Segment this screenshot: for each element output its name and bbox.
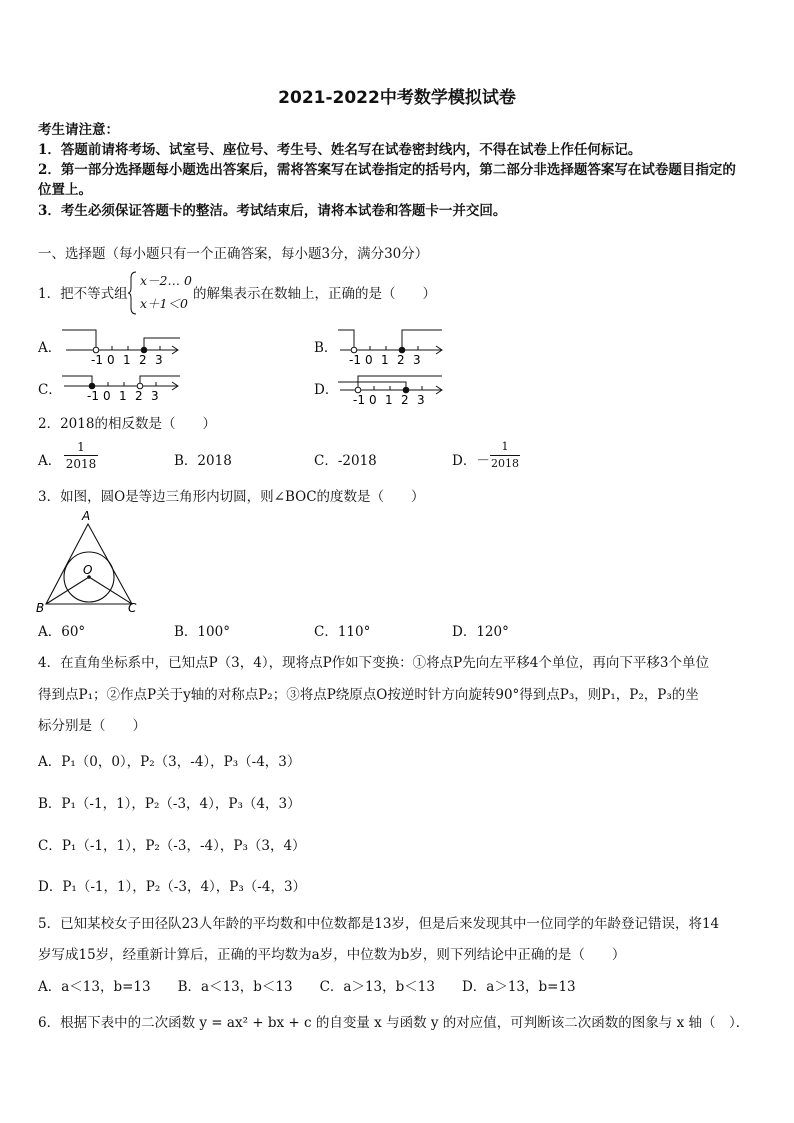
tick-label: -1 (353, 393, 365, 407)
q5-stem-2: 岁写成15岁，经重新计算后，正确的平均数为a岁，中位数为b岁，则下列结论中正确的是（ ） (38, 947, 626, 963)
q2-option-a-fraction (64, 440, 98, 471)
q3-option-c: C．110° (314, 624, 371, 640)
q1-option-d-label: D． (314, 382, 339, 398)
tick-label: 2 (401, 393, 409, 407)
tick-label: 0 (365, 353, 373, 366)
notice-item-3: 3．考生必须保证答题卡的整洁。考试结束后，请将本试卷和答题卡一并交回。 (38, 203, 507, 219)
solution-ray (144, 338, 180, 347)
closed-point (403, 387, 409, 393)
tick-label: 3 (151, 389, 159, 403)
q5-options: A．a＜13，b=13 B．a＜13，b＜13 C．a＞13，b＜13 D．a＞13，b=13 (38, 979, 576, 995)
solution-ray (62, 376, 92, 383)
q4-option-a: A．P₁（0，0），P₂（3，-4），P₃（-4，3） (38, 754, 301, 770)
tick-label: 2 (397, 353, 405, 366)
tick-label: 1 (381, 353, 389, 366)
q3-option-a: A．60° (38, 624, 86, 640)
q2-option-d-fraction (490, 440, 520, 471)
tick-label: 1 (119, 389, 127, 403)
tick-label: 2 (139, 353, 147, 364)
tick-label: 3 (417, 393, 425, 407)
closed-point (399, 347, 405, 353)
solution-ray (338, 330, 354, 347)
q4-stem-3: 标分别是（ ） (38, 718, 146, 734)
q1-ineq-1: x－2… 0 (140, 273, 192, 288)
tick-label: 3 (155, 353, 163, 364)
tick-label: 1 (385, 393, 393, 407)
q6-stem: 6．根据下表中的二次函数 y = ax² + bx + c 的自变量 x 与函数 y 的对应值，可判断该二次函数的图象与 x 轴（ ）． (38, 1015, 750, 1031)
number-line-b (338, 326, 444, 366)
tick-label: 3 (413, 353, 421, 366)
tick-label: -1 (87, 389, 99, 403)
tick-label: 1 (123, 353, 131, 364)
q4-option-b: B．P₁（-1，1），P₂（-3，4），P₃（4，3） (38, 796, 301, 812)
q1-option-a-label: A． (38, 340, 62, 356)
q2-d-denominator: 2018 (491, 457, 519, 470)
tick-label: 2 (135, 389, 143, 403)
closed-point (89, 383, 95, 389)
tick-label: 0 (107, 353, 115, 364)
q2-d-numerator: 1 (501, 440, 509, 453)
solution-ray (402, 330, 442, 347)
q1-suffix: 的解集表示在数轴上，正确的是（ ） (193, 286, 436, 302)
tick-label: -1 (349, 353, 361, 366)
number-line-d (338, 372, 444, 412)
label-o: O (83, 563, 93, 577)
label-c: C (128, 601, 137, 615)
q1-brace (128, 270, 138, 316)
q2-option-b: B．2018 (174, 453, 232, 469)
q4-stem-2: 得到点P₁；②作点P关于y轴的对称点P₂；③将点P绕原点O按逆时针方向旋转90°得到点P₃，则P₁，P₂，P₃的坐 (38, 687, 699, 703)
q4-stem-1: 4．在直角坐标系中，已知点P（3，4），现将点P作如下变换：①将点P先向左平移4个单位，再向下平移3个单位 (38, 655, 709, 671)
q2-option-d-label: D．－ (452, 453, 490, 469)
notice-item-2-cont: 位置上。 (38, 182, 92, 198)
q1-prefix: 1．把不等式组 (38, 286, 128, 302)
page-title: 2021-2022中考数学模拟试卷 (278, 88, 516, 108)
open-point (137, 383, 143, 389)
q5-stem-1: 5．已知某校女子田径队23人年龄的平均数和中位数都是13岁，但是后来发现其中一位同学的年龄登记错误，将14 (38, 916, 720, 932)
q1-option-c-label: C． (38, 382, 62, 398)
number-line-c (62, 372, 182, 412)
q4-option-c: C．P₁（-1，1），P₂（-3，-4），P₃（3，4） (38, 838, 306, 854)
q2-option-a-label: A． (38, 453, 62, 469)
q3-option-b: B．100° (174, 624, 230, 640)
tick-label: 0 (103, 389, 111, 403)
label-a: A (82, 509, 91, 523)
notice-item-1: 1．答题前请将考场、试室号、座位号、考生号、姓名写在试卷密封线内，不得在试卷上作任何标记。 (38, 142, 642, 158)
notice-item-2: 2．第一部分选择题每小题选出答案后，需将答案写在试卷指定的括号内，第二部分非选择题答案写在试卷题目指定的 (38, 162, 736, 178)
tick-label: 0 (369, 393, 377, 407)
open-point (93, 347, 99, 353)
label-b: B (36, 601, 45, 615)
q2-option-c: C．-2018 (314, 453, 377, 469)
section-heading: 一、选择题（每小题只有一个正确答案，每小题3分，满分30分） (38, 246, 429, 262)
solution-ray (140, 376, 180, 383)
closed-point (141, 347, 147, 353)
q1-ineq-2: x＋1＜0 (140, 296, 188, 311)
notice-heading: 考生请注意： (38, 122, 119, 138)
q1-option-b-label: B． (314, 340, 338, 356)
open-point (355, 387, 361, 393)
q3-stem: 3．如图，圆O是等边三角形内切圆，则∠BOC的度数是（ ） (38, 489, 425, 505)
q2-stem: 2．2018的相反数是（ ） (38, 416, 216, 432)
q3-figure-incircle (36, 508, 146, 616)
solution-ray (62, 330, 96, 347)
solution-ray (338, 382, 406, 387)
q2-a-denominator: 2018 (65, 457, 97, 471)
number-line-a (62, 324, 182, 364)
q2-a-numerator: 1 (77, 440, 85, 454)
q3-option-d: D．120° (452, 624, 509, 640)
tick-label: -1 (91, 353, 103, 364)
open-point (351, 347, 357, 353)
q4-option-d: D．P₁（-1，1），P₂（-3，4），P₃（-4，3） (38, 879, 307, 895)
